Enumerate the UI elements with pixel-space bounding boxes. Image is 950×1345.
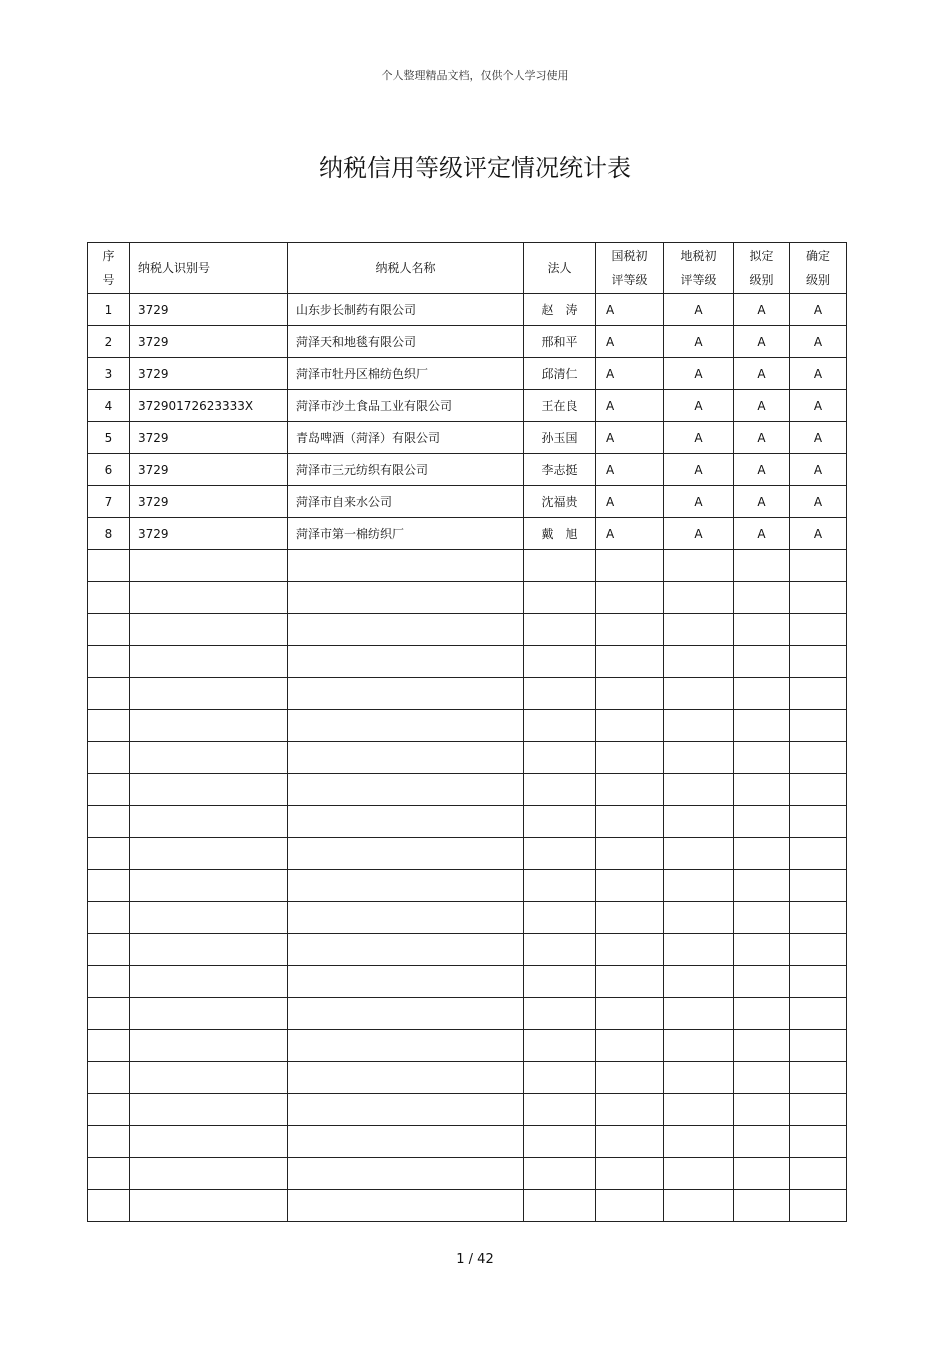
cell-confirmed-level [790, 806, 847, 838]
header-legal-person: 法人 [524, 243, 596, 294]
cell-legal-person: 赵 涛 [524, 294, 596, 326]
cell-local-grade: A [664, 294, 734, 326]
cell-confirmed-level: A [790, 454, 847, 486]
cell-name [288, 614, 524, 646]
cell-local-grade [664, 806, 734, 838]
cell-tax-id [130, 582, 288, 614]
cell-tax-id [130, 998, 288, 1030]
cell-legal-person [524, 838, 596, 870]
cell-local-grade: A [664, 326, 734, 358]
cell-national-grade [596, 966, 664, 998]
cell-legal-person: 戴 旭 [524, 518, 596, 550]
cell-local-grade [664, 1190, 734, 1222]
table-body [88, 294, 847, 1222]
cell-confirmed-level [790, 582, 847, 614]
header-national-line2: 评等级 [611, 273, 648, 287]
cell-seq: 2 [88, 326, 130, 358]
cell-seq [88, 998, 130, 1030]
cell-seq [88, 934, 130, 966]
cell-seq [88, 902, 130, 934]
cell-name: 菏泽市第一棉纺织厂 [288, 518, 524, 550]
cell-name [288, 1030, 524, 1062]
cell-national-grade: A [596, 390, 664, 422]
header-proposed-line1: 拟定 [749, 249, 774, 263]
cell-national-grade [596, 742, 664, 774]
cell-tax-id [130, 1158, 288, 1190]
table-row [88, 518, 847, 550]
cell-local-grade: A [664, 358, 734, 390]
table-row [88, 326, 847, 358]
empty-table-row [88, 742, 847, 774]
cell-name [288, 806, 524, 838]
cell-legal-person [524, 1126, 596, 1158]
header-local-line1: 地税初 [680, 249, 717, 263]
cell-proposed-level: A [734, 486, 790, 518]
cell-name [288, 870, 524, 902]
cell-confirmed-level [790, 1094, 847, 1126]
cell-national-grade [596, 1030, 664, 1062]
cell-legal-person [524, 934, 596, 966]
cell-legal-person [524, 1094, 596, 1126]
cell-tax-id [130, 678, 288, 710]
cell-tax-id [130, 614, 288, 646]
header-row [88, 243, 847, 294]
cell-confirmed-level [790, 1126, 847, 1158]
cell-tax-id [130, 966, 288, 998]
cell-confirmed-level: A [790, 390, 847, 422]
cell-tax-id [130, 710, 288, 742]
cell-national-grade [596, 934, 664, 966]
cell-seq: 1 [88, 294, 130, 326]
cell-local-grade [664, 934, 734, 966]
cell-proposed-level [734, 1030, 790, 1062]
empty-table-row [88, 1190, 847, 1222]
cell-national-grade [596, 998, 664, 1030]
cell-tax-id: 3729 [130, 422, 288, 454]
cell-confirmed-level [790, 966, 847, 998]
cell-confirmed-level [790, 646, 847, 678]
header-confirmed-line1: 确定 [805, 249, 830, 263]
cell-confirmed-level [790, 998, 847, 1030]
cell-name [288, 678, 524, 710]
cell-confirmed-level [790, 1190, 847, 1222]
cell-proposed-level [734, 934, 790, 966]
table-row [88, 358, 847, 390]
cell-legal-person [524, 1190, 596, 1222]
cell-seq [88, 582, 130, 614]
cell-local-grade: A [664, 454, 734, 486]
table-row [88, 294, 847, 326]
cell-legal-person [524, 806, 596, 838]
cell-local-grade [664, 774, 734, 806]
cell-legal-person [524, 582, 596, 614]
cell-legal-person: 王在良 [524, 390, 596, 422]
cell-name [288, 1094, 524, 1126]
header-confirmed-line2: 级别 [805, 273, 830, 287]
cell-confirmed-level [790, 774, 847, 806]
cell-name [288, 902, 524, 934]
cell-confirmed-level: A [790, 518, 847, 550]
cell-tax-id [130, 1094, 288, 1126]
cell-national-grade [596, 582, 664, 614]
header-tax-id: 纳税人识别号 [130, 243, 288, 294]
cell-confirmed-level [790, 678, 847, 710]
cell-name [288, 1190, 524, 1222]
cell-national-grade [596, 870, 664, 902]
cell-legal-person [524, 550, 596, 582]
cell-tax-id: 3729 [130, 358, 288, 390]
empty-table-row [88, 1094, 847, 1126]
cell-local-grade [664, 1126, 734, 1158]
cell-name [288, 646, 524, 678]
cell-seq [88, 1062, 130, 1094]
cell-proposed-level [734, 614, 790, 646]
cell-tax-id [130, 550, 288, 582]
cell-name [288, 966, 524, 998]
cell-national-grade: A [596, 294, 664, 326]
empty-table-row [88, 774, 847, 806]
header-local-grade [664, 243, 734, 294]
cell-legal-person: 孙玉国 [524, 422, 596, 454]
cell-national-grade [596, 1126, 664, 1158]
cell-confirmed-level [790, 1030, 847, 1062]
cell-confirmed-level: A [790, 326, 847, 358]
cell-legal-person [524, 678, 596, 710]
cell-name [288, 838, 524, 870]
cell-name [288, 550, 524, 582]
empty-table-row [88, 902, 847, 934]
empty-table-row [88, 1030, 847, 1062]
empty-table-row [88, 998, 847, 1030]
cell-proposed-level [734, 1126, 790, 1158]
watermark-text: 个人整理精品文档，仅供个人学习使用 [381, 69, 569, 82]
cell-seq [88, 966, 130, 998]
cell-tax-id: 3729 [130, 518, 288, 550]
cell-local-grade: A [664, 518, 734, 550]
cell-seq [88, 1126, 130, 1158]
cell-name: 青岛啤酒（菏泽）有限公司 [288, 422, 524, 454]
tax-credit-table [87, 242, 847, 1222]
cell-local-grade [664, 1062, 734, 1094]
cell-proposed-level [734, 966, 790, 998]
document-title: 纳税信用等级评定情况统计表 [319, 154, 631, 182]
cell-tax-id [130, 774, 288, 806]
empty-table-row [88, 710, 847, 742]
cell-name: 菏泽市牡丹区棉纺色织厂 [288, 358, 524, 390]
cell-confirmed-level: A [790, 486, 847, 518]
cell-seq [88, 646, 130, 678]
empty-table-row [88, 1126, 847, 1158]
cell-confirmed-level: A [790, 422, 847, 454]
cell-proposed-level: A [734, 390, 790, 422]
cell-national-grade [596, 646, 664, 678]
cell-proposed-level [734, 1158, 790, 1190]
cell-confirmed-level [790, 934, 847, 966]
cell-name: 菏泽市三元纺织有限公司 [288, 454, 524, 486]
cell-confirmed-level [790, 742, 847, 774]
header-seq [88, 243, 130, 294]
cell-seq [88, 742, 130, 774]
header-proposed-line2: 级别 [749, 273, 774, 287]
cell-national-grade [596, 774, 664, 806]
cell-confirmed-level [790, 614, 847, 646]
cell-tax-id: 3729 [130, 486, 288, 518]
cell-proposed-level [734, 1094, 790, 1126]
cell-legal-person [524, 742, 596, 774]
header-local-line2: 评等级 [680, 273, 717, 287]
cell-legal-person: 邱清仁 [524, 358, 596, 390]
cell-name [288, 998, 524, 1030]
cell-proposed-level: A [734, 294, 790, 326]
cell-proposed-level [734, 774, 790, 806]
empty-table-row [88, 550, 847, 582]
cell-proposed-level [734, 742, 790, 774]
cell-proposed-level: A [734, 326, 790, 358]
cell-seq [88, 838, 130, 870]
cell-national-grade [596, 1094, 664, 1126]
cell-tax-id [130, 742, 288, 774]
cell-confirmed-level [790, 902, 847, 934]
cell-proposed-level [734, 1190, 790, 1222]
cell-local-grade [664, 614, 734, 646]
cell-tax-id [130, 838, 288, 870]
cell-national-grade [596, 710, 664, 742]
cell-proposed-level [734, 646, 790, 678]
cell-proposed-level [734, 678, 790, 710]
cell-legal-person [524, 966, 596, 998]
cell-legal-person [524, 710, 596, 742]
cell-confirmed-level [790, 710, 847, 742]
cell-name: 菏泽天和地毯有限公司 [288, 326, 524, 358]
cell-legal-person: 沈福贵 [524, 486, 596, 518]
cell-name: 菏泽市自来水公司 [288, 486, 524, 518]
cell-legal-person [524, 1062, 596, 1094]
cell-proposed-level [734, 806, 790, 838]
cell-tax-id [130, 1030, 288, 1062]
cell-local-grade [664, 1158, 734, 1190]
cell-name [288, 1126, 524, 1158]
cell-proposed-level: A [734, 454, 790, 486]
cell-confirmed-level [790, 550, 847, 582]
header-name: 纳税人名称 [288, 243, 524, 294]
cell-local-grade: A [664, 390, 734, 422]
empty-table-row [88, 870, 847, 902]
cell-confirmed-level [790, 1062, 847, 1094]
cell-name [288, 934, 524, 966]
cell-proposed-level: A [734, 358, 790, 390]
cell-seq [88, 1094, 130, 1126]
cell-national-grade [596, 1190, 664, 1222]
cell-national-grade [596, 614, 664, 646]
empty-table-row [88, 966, 847, 998]
cell-seq [88, 1190, 130, 1222]
cell-tax-id [130, 1126, 288, 1158]
cell-confirmed-level [790, 838, 847, 870]
cell-legal-person [524, 1158, 596, 1190]
cell-national-grade [596, 902, 664, 934]
cell-seq: 8 [88, 518, 130, 550]
cell-national-grade [596, 678, 664, 710]
cell-tax-id [130, 806, 288, 838]
empty-table-row [88, 646, 847, 678]
table-row [88, 454, 847, 486]
cell-local-grade [664, 998, 734, 1030]
cell-legal-person: 邢和平 [524, 326, 596, 358]
header-seq-line1: 序 [102, 249, 115, 263]
cell-confirmed-level: A [790, 294, 847, 326]
cell-seq: 4 [88, 390, 130, 422]
cell-legal-person [524, 774, 596, 806]
cell-confirmed-level: A [790, 358, 847, 390]
cell-proposed-level: A [734, 422, 790, 454]
cell-tax-id: 37290172623333X [130, 390, 288, 422]
header-national-grade [596, 243, 664, 294]
empty-table-row [88, 678, 847, 710]
empty-table-row [88, 838, 847, 870]
cell-name [288, 774, 524, 806]
cell-tax-id [130, 870, 288, 902]
cell-name [288, 710, 524, 742]
cell-seq [88, 678, 130, 710]
cell-seq [88, 870, 130, 902]
table-row [88, 486, 847, 518]
cell-name [288, 1158, 524, 1190]
cell-national-grade [596, 806, 664, 838]
cell-tax-id [130, 934, 288, 966]
cell-tax-id: 3729 [130, 454, 288, 486]
cell-name [288, 1062, 524, 1094]
cell-national-grade: A [596, 454, 664, 486]
cell-tax-id [130, 902, 288, 934]
cell-local-grade [664, 550, 734, 582]
table-row [88, 390, 847, 422]
cell-legal-person: 李志挺 [524, 454, 596, 486]
empty-table-row [88, 1062, 847, 1094]
cell-legal-person [524, 614, 596, 646]
cell-legal-person [524, 646, 596, 678]
cell-name: 山东步长制药有限公司 [288, 294, 524, 326]
cell-local-grade [664, 966, 734, 998]
cell-national-grade: A [596, 486, 664, 518]
empty-table-row [88, 582, 847, 614]
cell-legal-person [524, 902, 596, 934]
cell-seq: 5 [88, 422, 130, 454]
cell-proposed-level [734, 1062, 790, 1094]
cell-local-grade [664, 678, 734, 710]
empty-table-row [88, 806, 847, 838]
cell-local-grade [664, 710, 734, 742]
cell-seq [88, 806, 130, 838]
cell-seq [88, 614, 130, 646]
table-row [88, 422, 847, 454]
cell-proposed-level [734, 870, 790, 902]
cell-national-grade [596, 1062, 664, 1094]
cell-tax-id [130, 646, 288, 678]
cell-proposed-level [734, 838, 790, 870]
cell-legal-person [524, 870, 596, 902]
cell-seq [88, 1158, 130, 1190]
cell-confirmed-level [790, 1158, 847, 1190]
cell-tax-id: 3729 [130, 326, 288, 358]
cell-national-grade: A [596, 326, 664, 358]
cell-local-grade [664, 582, 734, 614]
cell-national-grade [596, 838, 664, 870]
header-national-line1: 国税初 [611, 249, 648, 263]
cell-national-grade: A [596, 518, 664, 550]
cell-national-grade: A [596, 422, 664, 454]
cell-local-grade: A [664, 486, 734, 518]
cell-legal-person [524, 998, 596, 1030]
cell-local-grade: A [664, 422, 734, 454]
cell-proposed-level [734, 582, 790, 614]
cell-national-grade: A [596, 358, 664, 390]
cell-proposed-level [734, 998, 790, 1030]
cell-seq [88, 710, 130, 742]
cell-seq [88, 1030, 130, 1062]
cell-name [288, 582, 524, 614]
empty-table-row [88, 934, 847, 966]
empty-table-row [88, 1158, 847, 1190]
cell-name: 菏泽市沙土食品工业有限公司 [288, 390, 524, 422]
cell-tax-id [130, 1190, 288, 1222]
cell-proposed-level: A [734, 518, 790, 550]
cell-local-grade [664, 870, 734, 902]
cell-proposed-level [734, 550, 790, 582]
cell-local-grade [664, 1094, 734, 1126]
cell-proposed-level [734, 902, 790, 934]
empty-table-row [88, 614, 847, 646]
cell-proposed-level [734, 710, 790, 742]
cell-local-grade [664, 838, 734, 870]
cell-legal-person [524, 1030, 596, 1062]
cell-seq [88, 774, 130, 806]
cell-seq [88, 550, 130, 582]
cell-tax-id [130, 1062, 288, 1094]
header-seq-line2: 号 [102, 273, 115, 287]
cell-local-grade [664, 902, 734, 934]
cell-tax-id: 3729 [130, 294, 288, 326]
cell-national-grade [596, 1158, 664, 1190]
cell-confirmed-level [790, 870, 847, 902]
header-confirmed-level [790, 243, 847, 294]
cell-local-grade [664, 1030, 734, 1062]
cell-seq: 6 [88, 454, 130, 486]
header-proposed-level [734, 243, 790, 294]
cell-national-grade [596, 550, 664, 582]
cell-seq: 7 [88, 486, 130, 518]
cell-seq: 3 [88, 358, 130, 390]
cell-local-grade [664, 742, 734, 774]
page-number: 1 / 42 [456, 1252, 494, 1267]
cell-name [288, 742, 524, 774]
cell-local-grade [664, 646, 734, 678]
